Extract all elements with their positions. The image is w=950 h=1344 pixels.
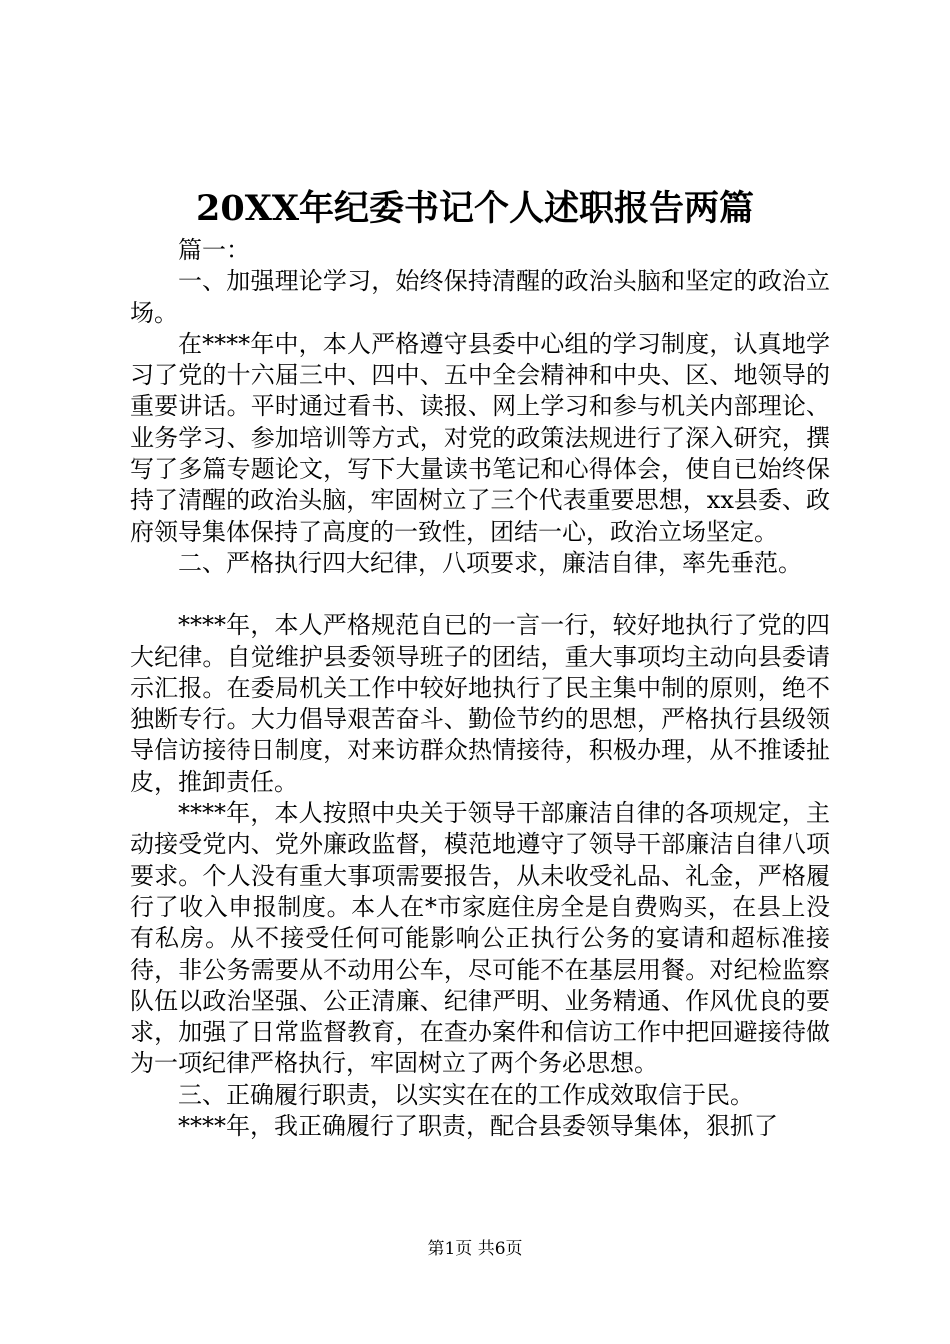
paragraph-section-label: 篇一：	[178, 236, 250, 264]
paragraph-heading-2: 二、严格执行四大纪律，八项要求，廉洁自律，率先垂范。	[178, 548, 802, 577]
paragraph-body-3: ****年，本人按照中央关于领导干部廉洁自律的各项规定，主动接受党内、党外廉政监督，模范地遵守了领导干部廉洁自律八项要求。个人没有重大事项需要报告，从未收受礼品、礼金，严格履行了收入申报制度。本人在*市家庭住房全是自费购买，在县上没有私房。从不接受任何可能影响公正执行公务的宴请和超标准接待，非公务需要从不动用公车，尽可能不在基层用餐。对纪检监察队伍以政治坚强、公正清廉、纪律严明、业务精通、作风优良的要求，加强了日常监督教育，在查办案件和信访工作中把回避接待做为一项纪律严格执行，牢固树立了两个务必思想。	[130, 799, 830, 1078]
document-body	[130, 235, 830, 1142]
paragraph-body-4: ****年，我正确履行了职责，配合县委领导集体，狠抓了	[178, 1112, 778, 1141]
page-number-footer: 第1页 共6页	[427, 1239, 523, 1259]
paragraph-heading-3: 三、正确履行职责，以实实在在的工作成效取信于民。	[178, 1080, 754, 1109]
paragraph-heading-1: 一、加强理论学习，始终保持清醒的政治头脑和坚定的政治立场。	[130, 267, 830, 327]
paragraph-body-1: 在****年中，本人严格遵守县委中心组的学习制度，认真地学习了党的十六届三中、四中、五中全会精神和中央、区、地领导的重要讲话。平时通过看书、读报、网上学习和参与机关内部理论、业务学习、参加培训等方式，对党的政策法规进行了深入研究，撰写了多篇专题论文，写下大量读书笔记和心得体会，使自已始终保持了清醒的政治头脑，牢固树立了三个代表重要思想，xx县委、政府领导集体保持了高度的一致性，团结一心，政治立场坚定。	[130, 329, 830, 546]
document-title: 20XX年纪委书记个人述职报告两篇	[195, 188, 755, 229]
paragraph-body-2: ****年，本人严格规范自已的一言一行，较好地执行了党的四大纪律。自觉维护县委领导班子的团结，重大事项均主动向县委请示汇报。在委局机关工作中较好地执行了民主集中制的原则，绝不独断专行。大力倡导艰苦奋斗、勤俭节约的思想，严格执行县级领导信访接待日制度，对来访群众热情接待，积极办理，从不推诿扯皮，推卸责任。	[130, 611, 830, 796]
